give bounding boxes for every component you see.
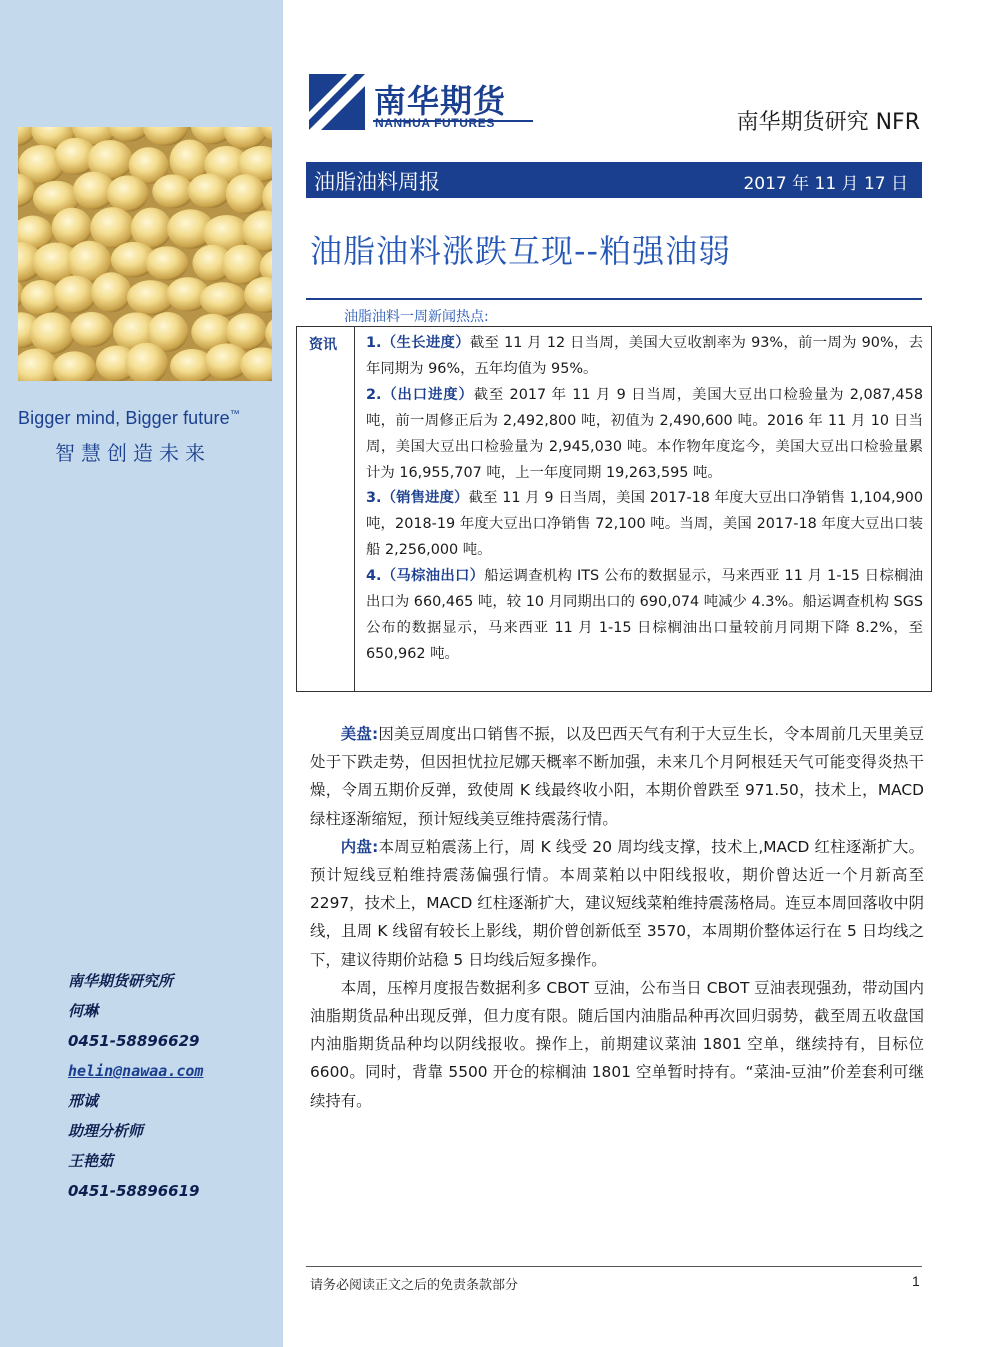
- news-item: [366, 564, 923, 668]
- news-item-tag: 2.（出口进度）: [366, 386, 474, 403]
- news-item-text: 截至 11 月 12 日当周，美国大豆收割率为 93%，前一周为 90%，去年同期为 96%，五年均值为 95%。: [366, 335, 923, 377]
- slogan-english-text: Bigger mind, Bigger future: [18, 408, 230, 428]
- domestic-market-keyword: 内盘:: [340, 837, 379, 856]
- soybean-shape: [91, 272, 131, 312]
- slogan-english: [18, 408, 268, 429]
- analyst-name: 何琳: [68, 1002, 99, 1020]
- news-heading: 油脂油料一周新闻热点:: [344, 309, 489, 325]
- slogan-chinese: 智慧创造未来: [55, 441, 211, 465]
- report-type: 油脂油料周报: [314, 170, 440, 194]
- analysis-body: [310, 720, 924, 1115]
- news-item-tag: 1.（生长进度）: [366, 335, 470, 351]
- us-market-text: 因美豆周度出口销售不振，以及巴西天气有利于大豆生长，令本周前几天里美豆处于下跌走势，但因担忧拉尼娜天概率不断加强，未来几个月阿根廷天气可能变得炎热干燥，令周五期价反弹，致使周 K 线最终收小阳，本期价曾跌至 971.50，技术上，MACD 绿柱逐渐缩短，预计短线美豆维持震荡行情。: [310, 725, 924, 828]
- analyst-phone-2: 0451-58896619: [68, 1182, 200, 1200]
- soybean-shape: [146, 246, 189, 280]
- soybean-shape: [52, 208, 92, 247]
- news-body-cell: [355, 331, 929, 668]
- analyst-email-link[interactable]: helin@nawaa.com: [68, 1062, 204, 1080]
- left-sidebar: [0, 0, 283, 1347]
- soybean-shape: [107, 175, 149, 211]
- news-item-text: 船运调查机构 ITS 公布的数据显示，马来西亚 11 月 1-15 日棕榈油出口为 660,465 吨，较 10 月同期出口的 690,074 吨减少 4.3%。船运调查机构 SGS 公布的数据显示，马来西亚 11 月 1-15 日棕榈油出口量较前月同期下降 8.2%，至 650,962 吨。: [366, 568, 923, 662]
- disclaimer-text: 请务必阅读正文之后的免责条款部分: [310, 1278, 519, 1293]
- news-label-cell: [297, 327, 355, 691]
- paragraph-summary: 本周，压榨月度报告数据利多 CBOT 豆油，公布当日 CBOT 豆油表现强劲，带动国内油脂期货品种出现反弹，但力度有限。随后国内油脂品种再次回归弱势，截至周五收盘国内油脂期货品种均以阴线报收。操作上，前期建议菜油 1801 空单，继续持有，目标位 6600。同时，背靠 5500 开仓的棕榈油 1801 空单暂时持有。“菜油-豆油”价差套利可继续持有。: [310, 978, 924, 1110]
- soybean-shape: [188, 173, 231, 208]
- soybeans-image: [18, 127, 272, 381]
- news-item: [366, 331, 923, 383]
- trademark-symbol: ™: [229, 409, 240, 420]
- analyst-phone: 0451-58896629: [68, 1032, 200, 1050]
- news-item-tag: 4.（马棕油出口）: [366, 568, 485, 585]
- report-date: 2017 年 11 月 17 日: [743, 174, 908, 194]
- research-institute: 南华期货研究所: [68, 972, 174, 990]
- logo-text-cn: 南华期货: [374, 82, 507, 120]
- soybeans-illustration: [18, 127, 272, 381]
- soybean-shape: [53, 275, 96, 313]
- news-label: 资讯: [309, 337, 337, 353]
- page-title: 油脂油料涨跌互现--粕强油弱: [310, 232, 732, 270]
- analyst-title: 助理分析师: [68, 1122, 144, 1140]
- research-brand: 南华期货研究 NFR: [736, 110, 920, 135]
- contact-block: [68, 966, 203, 1206]
- footer-divider: [306, 1266, 922, 1267]
- divider: [306, 298, 922, 300]
- domestic-market-text: 本周豆粕震荡上行，周 K 线受 20 周均线支撑，技术上,MACD 红柱逐渐扩大。预计短线豆粕维持震荡偏强行情。本周菜粕以中阳线报收，期价曾达近一个月新高至 2297，技术上，MACD 红柱逐渐扩大，建议短线菜粕维持震荡格局。连豆本周回落收中阴线，且周 K 线留有较长上影线，期价曾创新低至 3570，本周期价整体运行在 5 日均线之下，建议待期价站稳 5 日均线后短多操作。: [310, 837, 925, 969]
- soybean-shape: [70, 312, 113, 347]
- news-item: [366, 383, 923, 487]
- paragraph-domestic-market: [310, 833, 924, 974]
- news-item-text: 截至 2017 年 11 月 9 日当周，美国大豆出口检验量为 2,087,458 吨，前一周修正后为 2,492,800 吨，初值为 2,490,600 吨。2016 年 11 月 10 日当周，美国大豆出口检验量为 2,945,030 吨。本作物年度迄今，美国大豆出口检验量累计为 16,955,707 吨，上一年度同期 19,263,595 吨。: [366, 386, 923, 481]
- logo-text-en: NANHUA FUTURES: [375, 116, 495, 130]
- soybean-shape: [226, 174, 266, 214]
- news-item-tag: 3.（销售进度）: [366, 490, 469, 507]
- analyst-name-3: 王艳茹: [68, 1152, 114, 1170]
- news-item-text: 截至 11 月 9 日当周，美国 2017-18 年度大豆出口净销售 1,104,900 吨，2018-19 年度大豆出口净销售 72,100 吨。当周，美国 2017-18 年度大豆出口装船 2,256,000 吨。: [366, 490, 923, 559]
- soybean-shape: [152, 174, 193, 208]
- report-banner: [306, 162, 922, 198]
- soybean-shape: [30, 312, 75, 354]
- analyst-name-2: 邢诚: [68, 1092, 99, 1110]
- news-item: [366, 486, 923, 564]
- us-market-keyword: 美盘:: [340, 725, 379, 743]
- soybean-shape: [200, 282, 247, 316]
- page-number: 1: [912, 1273, 920, 1289]
- paragraph-us-market: [310, 720, 924, 833]
- news-table: [296, 326, 932, 692]
